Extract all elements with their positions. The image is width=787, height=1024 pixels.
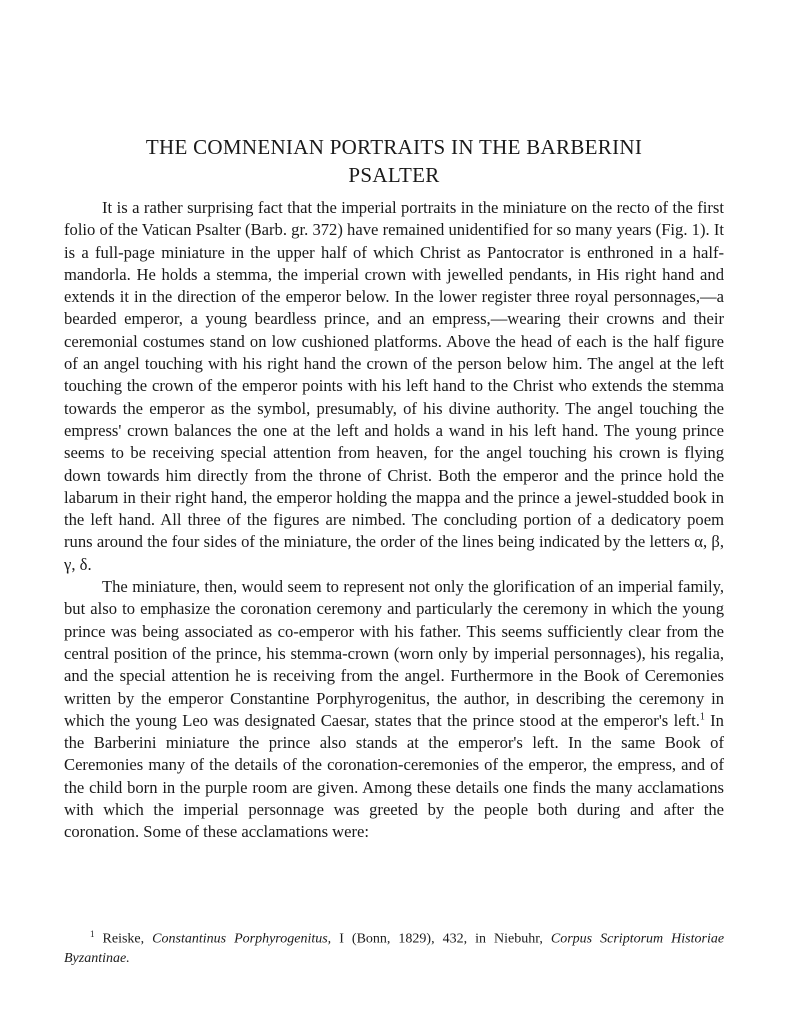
footnote-details: I (Bonn, 1829), 432, in Niebuhr, (339, 931, 543, 947)
article-title (64, 133, 724, 189)
paragraph-2-text-a: The miniature, then, would seem to represent not only the glorification of an imperial family, but also to emphasize the coronation ceremony and particularly the ceremony in which the young prince was being associated as co-emperor with his father. This seems sufficiently clear from the central position of the prince, his stemma-crown (worn only by imperial personnages), his regalia, and the special attention he is receiving from the angel. Furthermore in the Book of Ceremonies written by the emperor Constantine Porphyrogenitus, the author, in describing the ceremony in which the young Leo was designated Caesar, states that the prince stood at the emperor's left. (64, 577, 724, 730)
footnote-author: Reiske, (102, 931, 145, 947)
title-line-1: THE COMNENIAN PORTRAITS IN THE BARBERINI (145, 135, 643, 159)
paragraph-2-text-b: In the Barberini miniature the prince also stands at the emperor's left. In the same Book of Ceremonies many of the details of the coronation-ceremonies of the emperor, the empress, and of the child born in the purple room are given. Among these details one finds the many acclamations with which the imperial personnage was greeted by the people both during and after the coronation. Some of these acclamations were: (64, 710, 724, 842)
footnote-reference[interactable]: 1 (699, 711, 705, 723)
footnote-work-title: Constantinus Porphyrogenitus, (152, 931, 332, 947)
footnote-number: 1 (90, 929, 95, 939)
page-body (64, 133, 724, 844)
paragraph-2 (64, 576, 724, 844)
footnote (64, 925, 724, 968)
paragraph-1: It is a rather surprising fact that the imperial portraits in the miniature on the recto of the first folio of the Vatican Psalter (Barb. gr. 372) have remained unidentified for so many years (Fig. 1). It is a full-page miniature in the upper half of which Christ as Pantocrator is enthroned in a half-mandorla. He holds a stemma, the imperial crown with jewelled pendants, in His right hand and extends it in the direction of the emperor below. In the lower register three royal personnages,—a bearded emperor, a young beardless prince, and an empress,—wearing their crowns and their ceremonial costumes stand on low cushioned platforms. Above the head of each is the half figure of an angel touching with his right hand the crown of the person below him. The angel at the left touching the crown of the emperor points with his left hand to the Christ who extends the stemma towards the emperor as the symbol, presumably, of his divine authority. The angel touching the empress' crown balances the one at the left and holds a wand in his left hand. The young prince seems to be receiving special attention from heaven, for the angel touching his crown is flying down towards him directly from the throne of Christ. Both the emperor and the prince hold the labarum in their right hand, the emperor holding the mappa and the prince a jewel-studded book in the left hand. All three of the figures are nimbed. The concluding portion of a dedicatory poem runs around the four sides of the miniature, the order of the lines being indicated by the letters α, β, γ, δ. (64, 198, 724, 574)
footnote-series-title: Corpus Scriptorum Historiae Byzantinae. (64, 931, 725, 966)
title-line-2: PSALTER (348, 163, 440, 187)
